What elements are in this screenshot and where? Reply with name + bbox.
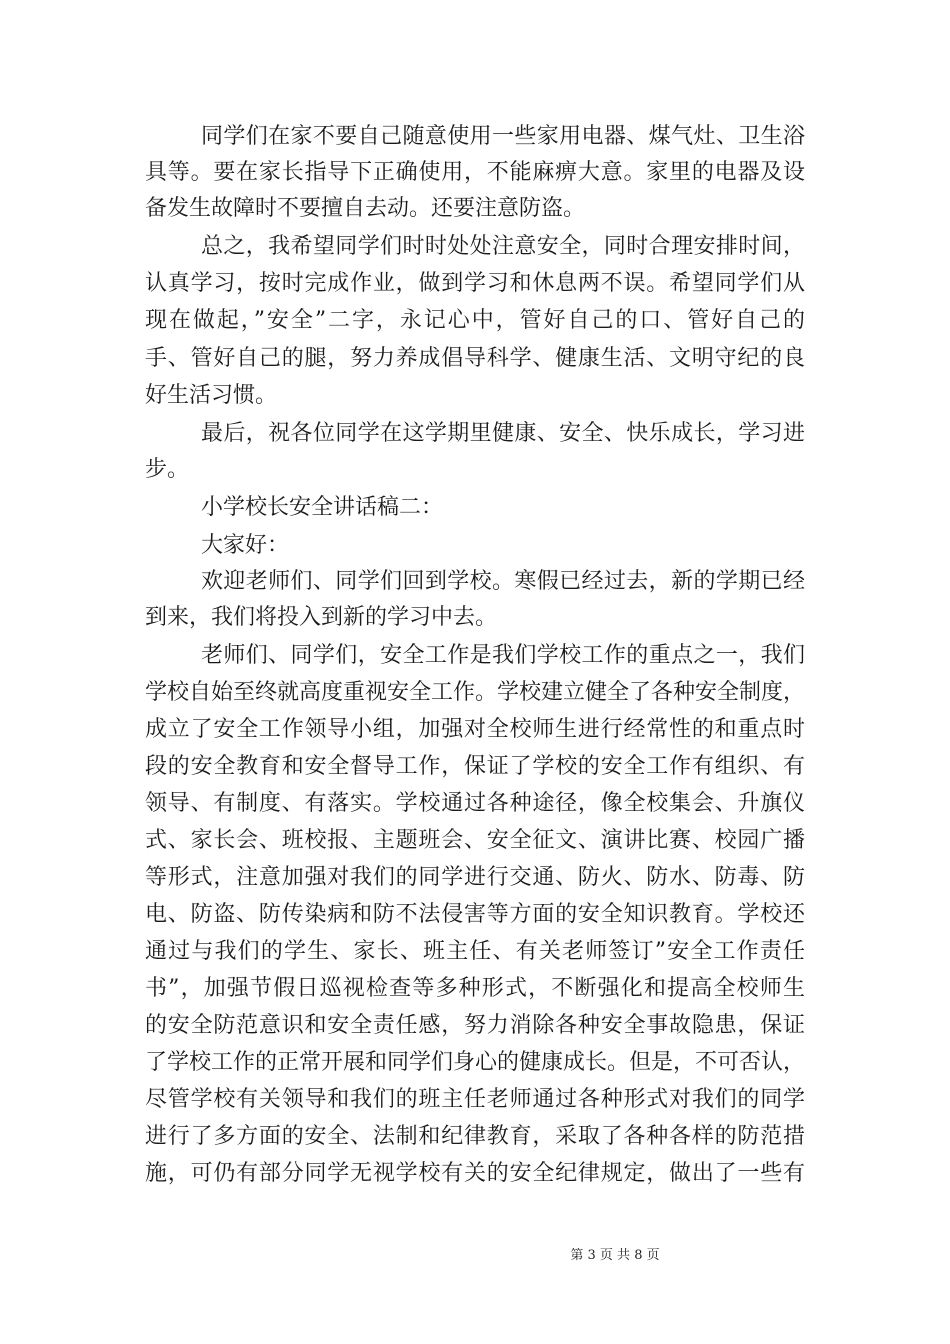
text-line: 手、管好自己的腿，努力养成倡导科学、健康生活、文明守纪的良 bbox=[145, 346, 805, 371]
salutation: 大家好： bbox=[201, 533, 290, 558]
text-line: 欢迎老师们、同学们回到学校。寒假已经过去，新的学期已经 bbox=[201, 569, 805, 594]
text-line: 尽管学校有关领导和我们的班主任老师通过各种形式对我们的同学 bbox=[145, 1087, 805, 1112]
text-line: 到来，我们将投入到新的学习中去。 bbox=[145, 605, 498, 630]
page-number: 第 3 页 共 8 页 bbox=[570, 1248, 660, 1263]
text-line: 的安全防范意识和安全责任感，努力消除各种安全事故隐患，保证 bbox=[145, 1013, 805, 1038]
text-line: 最后，祝各位同学在这学期里健康、安全、快乐成长，学习进 bbox=[201, 421, 805, 446]
section-heading: 小学校长安全讲话稿二： bbox=[201, 495, 444, 520]
text-line: 备发生故障时不要擅自去动。还要注意防盗。 bbox=[145, 196, 586, 221]
text-line: 进行了多方面的安全、法制和纪律教育，采取了各种各样的防范措 bbox=[145, 1124, 805, 1149]
text-line: 成立了安全工作领导小组，加强对全校师生进行经常性的和重点时 bbox=[145, 717, 805, 742]
text-line: 施，可仍有部分同学无视学校有关的安全纪律规定，做出了一些有 bbox=[145, 1161, 805, 1186]
text-line: 步。 bbox=[145, 457, 190, 482]
text-line: 段的安全教育和安全督导工作，保证了学校的安全工作有组织、有 bbox=[145, 754, 805, 779]
text-line: 认真学习，按时完成作业，做到学习和休息两不误。希望同学们从 bbox=[145, 271, 805, 296]
text-line: 好生活习惯。 bbox=[145, 383, 278, 408]
text-line: 等形式，注意加强对我们的同学进行交通、防火、防水、防毒、防 bbox=[145, 865, 805, 890]
text-line: 领导、有制度、有落实。学校通过各种途径，像全校集会、升旗仪 bbox=[145, 791, 805, 816]
text-line: 式、家长会、班校报、主题班会、安全征文、演讲比赛、校园广播 bbox=[145, 828, 805, 853]
text-line: 书”，加强节假日巡视检查等多种形式，不断强化和提高全校师生 bbox=[145, 976, 805, 1001]
text-line: 总之，我希望同学们时时处处注意安全，同时合理安排时间， bbox=[201, 234, 805, 259]
text-line: 通过与我们的学生、家长、班主任、有关老师签订”安全工作责任 bbox=[145, 939, 805, 964]
text-line: 了学校工作的正常开展和同学们身心的健康成长。但是，不可否认， bbox=[145, 1050, 806, 1075]
text-line: 老师们、同学们，安全工作是我们学校工作的重点之一，我们 bbox=[201, 643, 805, 668]
text-line: 电、防盗、防传染病和防不法侵害等方面的安全知识教育。学校还 bbox=[145, 902, 805, 927]
text-line: 同学们在家不要自己随意使用一些家用电器、煤气灶、卫生浴 bbox=[201, 124, 805, 149]
text-line: 具等。要在家长指导下正确使用，不能麻痹大意。家里的电器及设 bbox=[145, 160, 805, 185]
text-line: 学校自始至终就高度重视安全工作。学校建立健全了各种安全制度， bbox=[145, 680, 806, 705]
text-line: 现在做起，”安全”二字，永记心中，管好自己的口、管好自己的 bbox=[145, 308, 805, 333]
